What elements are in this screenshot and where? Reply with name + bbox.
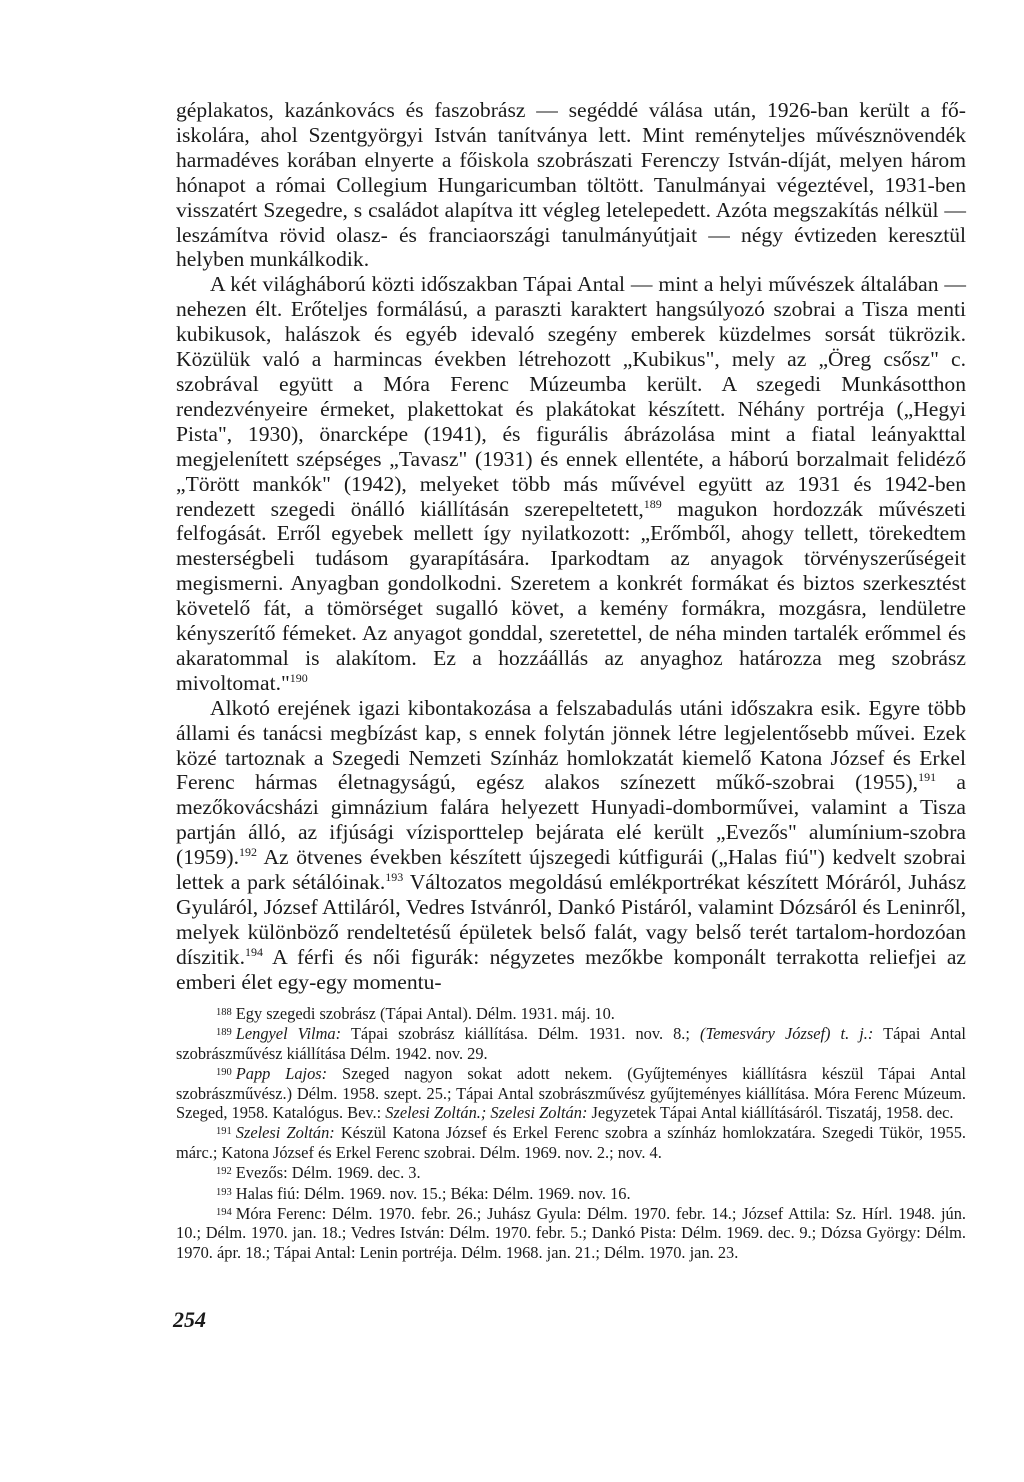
text-run: A férfi és női figurák: négyzetes mezőkbe komponált terrakotta reliefjei az emberi élet egy-egy momentu- xyxy=(176,944,966,994)
citation-author: Szelesi Zoltán: xyxy=(235,1123,335,1143)
text-run: Alkotó erejének igazi kibontakozása a felszabadulás utáni időszakra esik. Egyre több állami és tanácsi megbízást kap, s ennek folytán jönnek létre legjelentősebb művei. Ezek közé tartoznak a Szegedi Nemzeti Színház homlokzatát kiemelő Katona József és Erkel Ferenc hármas életnagyságú, egész alakos színezett műkő-szobrai (1955), xyxy=(176,695,966,795)
footnote xyxy=(176,1023,966,1063)
footnote xyxy=(176,1063,966,1122)
text-run: magukon hordozzák művészeti felfogását. Erről egyebek mellett így nyilatkozott: „Erőmből, ahogy tellett, törekedtem mesterségbeli tudásom gyarapítására. Iparkodtam az anyagok törvényszerűségeit megismerni. Anyagban gondolkodni. Szeretem a konkrét formákat és biztos szerkesztést követelő fát, a tömörséget sugalló követ, a kemény formákra, mozgásra, lendületre kényszerítő fémeket. Az anyagot gonddal, szeretettel, de néha minden tartalék erőmmel és akaratommal is alakítom. Ez a hozzáállás az anyaghoz határozza meg szobrász mivoltomat." xyxy=(176,496,966,695)
text-run: Egy szegedi szobrász (Tápai Antal). Délm. 1931. máj. 10. xyxy=(235,1004,615,1023)
footnote xyxy=(176,1122,966,1162)
footnote-number: 191 xyxy=(216,1126,232,1138)
footnote-number: 189 xyxy=(216,1027,232,1039)
page-number: 254 xyxy=(173,1307,206,1332)
text-run: Móra Ferenc: Délm. 1970. febr. 26.; Juhász Gyula: Délm. 1970. febr. 14.; József Attila: Sz. Hírl. 1948. jún. 10.; Délm. 1970. jan. 18.; Vedres István: Délm. 1970. febr. 5.; Dankó Pista: Délm. 1969. dec. 9.; Dózsa György: Délm. 1970. ápr. 18.; Tápai Antal: Lenin portréja. Délm. 1968. jan. 21.; Délm. 1970. jan. 23. xyxy=(176,1204,966,1262)
paragraph xyxy=(176,98,966,272)
citation-author: Szelesi Zoltán.; Szelesi Zoltán: xyxy=(385,1103,588,1123)
footnote xyxy=(176,1162,966,1182)
text-run: géplakatos, kazánkovács és faszobrász — segéddé válása után, 1926-ban került a főiskolára, ahol Szentgyörgyi István tanítványa lett. Mint reményteljes művésznövendék harmadéves korában elnyerte a főiskola szobrászati Ferenczy István-díját, melyen három hónapot a római Collegium Hungaricumban töltött. Tanulmányai végeztével, 1931-ben visszatért Szegedre, s családot alapítva itt végleg letelepedett. Azóta megszakítás nélkül — leszámítva rövid olasz- és franciaországi tanulmányútjait — négy évtizeden keresztül helyben munkálkodik. xyxy=(176,98,966,272)
text-run: Szeged nagyon sokat adott nekem. (Gyűjteményes kiállításra készül Tápai Antal szobrászművész.) Délm. 1958. szept. 25.; Tápai Antal szobrászművész gyűjteményes kiállítása. Móra Ferenc Múzeum. Szeged, 1958. Katalógus. Bev.: xyxy=(176,1064,966,1123)
citation-author: (Temesváry József) t. j.: xyxy=(700,1024,874,1044)
footnote-reference: 194 xyxy=(244,944,263,959)
footnote-number: 194 xyxy=(216,1207,232,1219)
footnote xyxy=(176,1203,966,1262)
citation-author: Papp Lajos: xyxy=(235,1064,328,1084)
text-run: Változatos megoldású emlékportrékat készített Móráról, Juhász Gyuláról, József Attiláról, Vedres Istvánról, Dankó Pistáról, valamint Dózsáról és Leninről, melyek különböző rendeltetésű épületek belső falát, vagy belső terét tartalom-hordozóan díszitik. xyxy=(176,870,966,969)
text-run: Tápai Antal szobrászművész kiállítása Délm. 1942. nov. 29. xyxy=(176,1024,966,1063)
text-run: a mezőkovácsházi gimnázium falára helyezett Hunyadi-domborművei, valamint a Tisza partján álló, az ifjúsági vízisporttelep bejárata elé került „Evezős" alumínium-szobra (1959). xyxy=(176,770,967,870)
footnote-reference: 189 xyxy=(643,496,662,511)
paragraph xyxy=(176,272,966,695)
text-run: Készül Katona József és Erkel Ferenc szobra a színház homlokzatára. Szegedi Tükör, 1955. márc.; Katona József és Erkel Ferenc szobrai. Délm. 1969. nov. 2.; nov. 4. xyxy=(176,1123,966,1162)
text-run: Jegyzetek Tápai Antal kiállításáról. Tiszatáj, 1958. dec. xyxy=(587,1103,954,1123)
footnote-reference: 190 xyxy=(289,670,308,685)
footnote-reference: 191 xyxy=(918,770,937,785)
footnote-reference: 193 xyxy=(385,870,404,885)
text-run: Evezős: Délm. 1969. dec. 3. xyxy=(235,1163,421,1183)
text-run: Halas fiú: Délm. 1969. nov. 15.; Béka: Délm. 1969. nov. 16. xyxy=(235,1183,631,1203)
footnote xyxy=(176,1183,966,1203)
main-text xyxy=(176,98,966,995)
text-run: A két világháború közti időszakban Tápai Antal — mint a helyi művészek általában — nehezen élt. Erőteljes formálású, a paraszti karaktert hangsúlyozó szobrai a Tisza menti kubikusok, halászok és egyéb idevaló szegény emberek küzdelmes sorsát tükrözik. Közülük való a harmincas években létrehozott „Kubikus", mely az „Öreg csősz" c. szobrával együtt a Móra Ferenc Múzeumba került. A szegedi Munkásotthon rendezvényeire érmeket, plakettokat és plakátokat készített. Néhány portréja („Hegyi Pista", 1930), önarcképe (1941), és figurális ábrázolása mint a fiatal leányakttal megjelenített szépséges „Tavasz" (1931) és ennek ellentéte, a háború borzalmait felidéző „Törött mankók" (1942), melyeket több más művével együtt az 1931 és 1942-ben rendezett szegedi önálló kiállításán szerepeltetett, xyxy=(176,272,966,521)
paragraph xyxy=(176,696,966,995)
citation-author: Lengyel Vilma: xyxy=(235,1024,342,1044)
footnote-reference: 192 xyxy=(238,845,257,860)
text-run: Az ötvenes években készített újszegedi kútfigurái („Halas fiú") kedvelt szobrai lettek a park sétálóinak. xyxy=(176,845,966,895)
footnote-number: 188 xyxy=(216,1007,232,1018)
footnotes xyxy=(176,1003,966,1262)
text-run: Tápai szobrász kiállítása. Délm. 1931. nov. 8.; xyxy=(341,1024,700,1044)
footnote-number: 193 xyxy=(216,1186,232,1198)
footnote xyxy=(176,1003,966,1023)
footnote-number: 190 xyxy=(216,1067,232,1079)
footnote-number: 192 xyxy=(216,1166,232,1178)
